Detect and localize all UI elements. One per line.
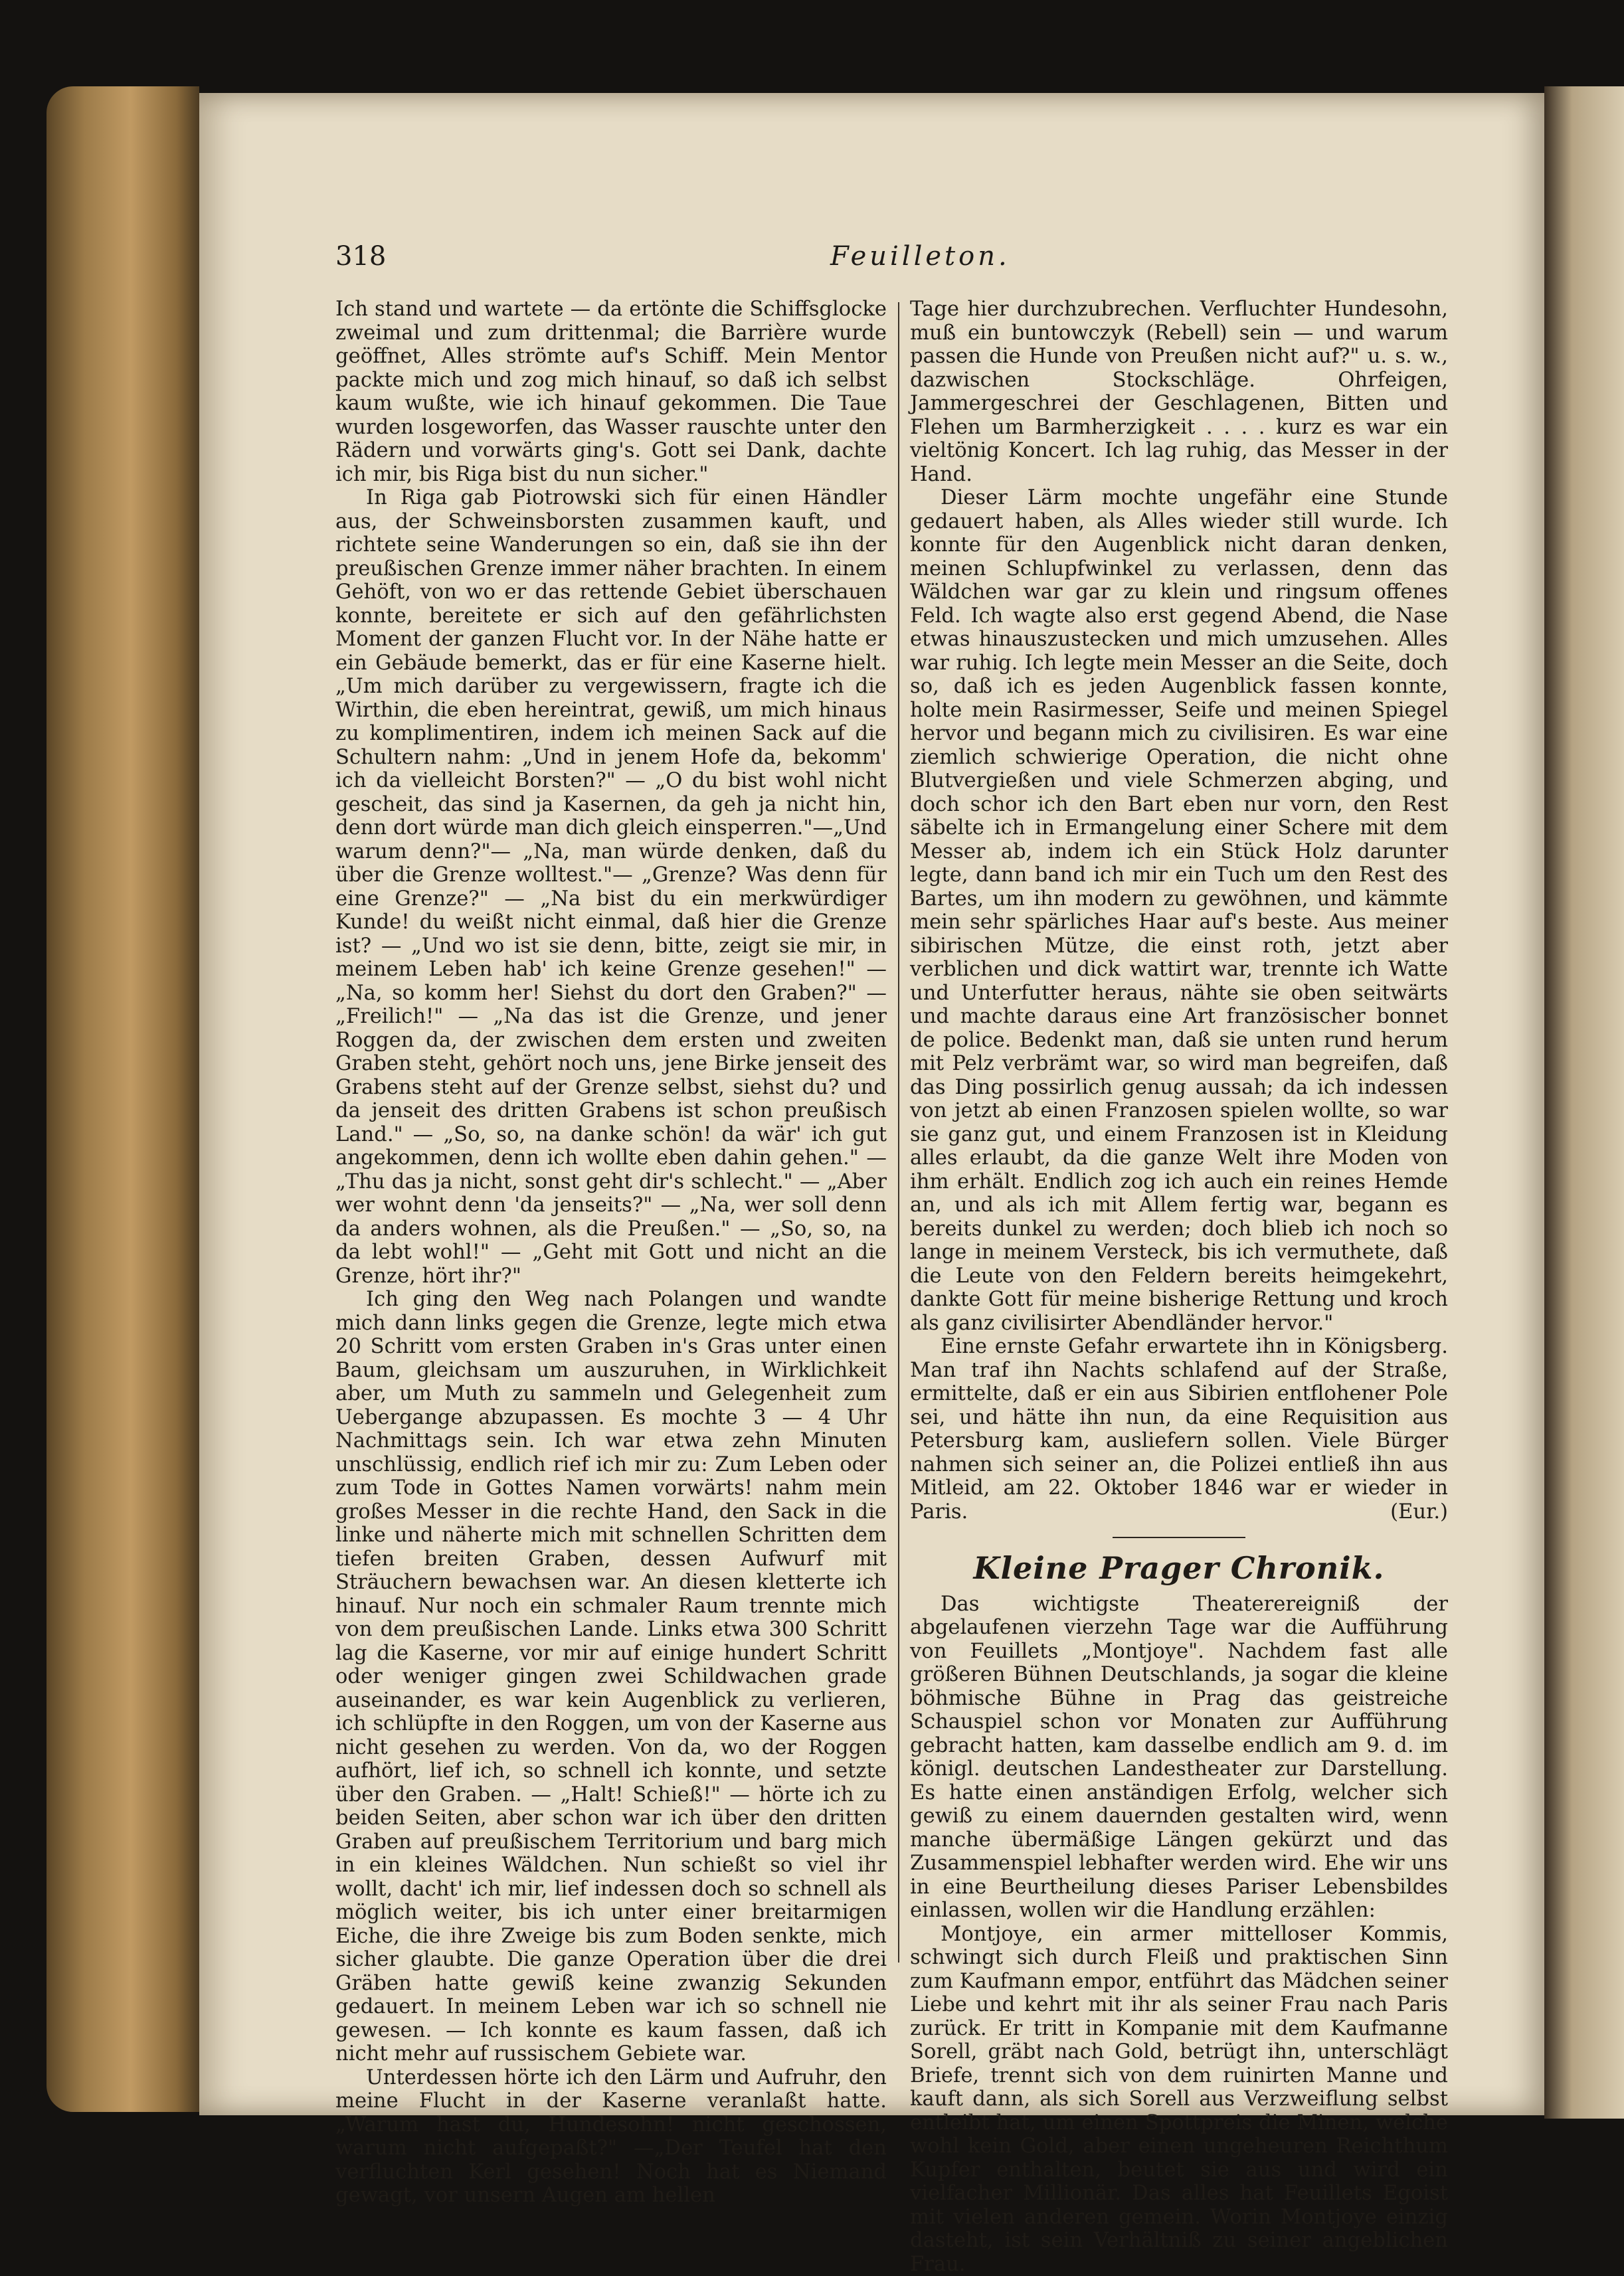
- paragraph: Ich stand und wartete — da ertönte die Schiffsglocke zweimal und zum drittenmal; die Barrière wurde geöffnet, Alles strömte auf's Schiff. Mein Mentor packte mich und zog mich hinauf, so daß ich selbst kaum wußte, wie ich hinauf gekommen. Die Taue wurden losgeworfen, das Wasser rauschte unter den Rädern und vorwärts ging's. Gott sei Dank, dachte ich mir, bis Riga bist du nun sicher.": [335, 298, 887, 486]
- paragraph-text: Eine ernste Gefahr erwartete ihn in Königsberg. Man traf ihn Nachts schlafend auf der Straße, ermittelte, daß er ein aus Sibirien entflohener Pole sei, und hätte ihn nun, da eine Requisition aus Petersburg kam, ausliefern sollen. Viele Bürger nahmen sich seiner an, die Polizei entließ ihn aus Mitleid, am 22. Oktober 1846 war er wieder in Paris.: [910, 1335, 1448, 1524]
- facing-page-edge: [1544, 86, 1624, 2119]
- book-page-edges: [46, 86, 199, 2112]
- paragraph: In Riga gab Piotrowski sich für einen Händler aus, der Schweinsborsten zusammen kauft, und richtete seine Wanderungen so ein, daß sie ihn der preußischen Grenze immer näher brachten. In einem Gehöft, von wo er das rettende Gebiet überschauen konnte, bereitete er sich auf den gefährlichsten Moment der ganzen Flucht vor. In der Nähe hatte er ein Gebäude bemerkt, das er für eine Kaserne hielt. „Um mich darüber zu vergewissern, fragte ich die Wirthin, die eben hereintrat, gewiß, um mich hinaus zu komplimentiren, indem ich meinen Sack auf die Schultern nahm: „Und in jenem Hofe da, bekomm' ich da vielleicht Borsten?" — „O du bist wohl nicht gescheit, das sind ja Kasernen, da geh ja nicht hin, denn dort würde man dich gleich einsperren."—„Und warum denn?"— „Na, man würde denken, daß du über die Grenze wolltest."— „Grenze? Was denn für eine Grenze?" — „Na bist du ein merkwürdiger Kunde! du weißt nicht einmal, daß hier die Grenze ist? — „Und wo ist sie denn, bitte, zeigt sie mir, in meinem Leben hab' ich keine Grenze gesehen!" — „Na, so komm her! Siehst du dort den Graben?" — „Freilich!" — „Na das ist die Grenze, und jener Roggen da, der zwischen dem ersten und zweiten Graben steht, gehört noch uns, jene Birke jenseit des Grabens steht auf der Grenze selbst, siehst du? und da jenseit des dritten Grabens ist schon preußisch Land." — „So, so, na danke schön! da wär' ich gut angekommen, denn ich wollte eben dahin gehen." — „Thu das ja nicht, sonst geht dir's schlecht." — „Aber wer wohnt denn 'da jenseits?" — „Na, wer soll denn da anders wohnen, als die Preußen." — „So, so, na da lebt wohl!" — „Geht mit Gott und nicht an die Grenze, hört ihr?": [335, 486, 887, 1288]
- section-divider: [1113, 1537, 1245, 1538]
- column-divider: [898, 302, 899, 1963]
- paragraph: Montjoye, ein armer mittelloser Kommis, schwingt sich durch Fleiß und praktischen Sinn zum Kaufmann empor, entführt das Mädchen seiner Liebe und kehrt mit ihr als seiner Frau nach Paris zurück. Er tritt in Kompanie mit dem Kaufmanne Sorell, gräbt nach Gold, betrügt ihn, unterschlägt Briefe, trennt sich von dem ruinirten Manne und kauft dann, als sich Sorell aus Verzweiflung selbst entleibt hat, um einen Spottpreis die Minen, welche wohl kein Gold, aber einen ungeheuren Reichthum Kupfer enthalten, beutet sie aus und wird ein vielfacher Millionär. Das alles hat Feuillets Egoist mit vielen anderen gemein. Worin Montjoye einzig dasteht, ist sein Verhältniß zu seiner angeblichen Frau.: [910, 1923, 1448, 2276]
- paragraph: Dieser Lärm mochte ungefähr eine Stunde gedauert haben, als Alles wieder still wurde. Ich konnte für den Augenblick nicht daran denken, meinen Schlupfwinkel zu verlassen, denn das Wäldchen war gar zu klein und ringsum offenes Feld. Ich wagte also erst gegend Abend, die Nase etwas hinauszustecken und mich umzusehen. Alles war ruhig. Ich legte mein Messer an die Seite, doch so, daß ich es jeden Augenblick fassen konnte, holte mein Rasirmesser, Seife und meinen Spiegel hervor und begann mich zu civilisiren. Es war eine ziemlich schwierige Operation, die nicht ohne Blutvergießen und viele Schmerzen abging, und doch schor ich den Bart eben nur vorn, den Rest säbelte ich in Ermangelung einer Schere mit dem Messer ab, indem ich ein Stück Holz darunter legte, dann band ich mir ein Tuch um den Rest des Bartes, um ihn modern zu gewöhnen, und kämmte mein sehr spärliches Haar auf's beste. Aus meiner sibirischen Mütze, die einst roth, jetzt aber verblichen und dick wattirt war, trennte ich Watte und Unterfutter heraus, nähte sie oben seitwärts und machte daraus eine Art französischer bonnet de police. Bedenkt man, daß sie unten rund herum mit Pelz verbrämt war, so wird man begreifen, daß das Ding possirlich genug aussah; da ich indessen von jetzt ab einen Franzosen spielen wollte, so war sie ganz gut, und einem Franzosen ist in Kleidung alles erlaubt, da die ganze Welt ihre Moden von ihm erhält. Endlich zog ich auch ein reines Hemde an, und als ich mit Allem fertig war, begann es bereits dunkel zu werden; doch blieb ich noch so lange in meinem Versteck, bis ich vermuthete, daß die Leute von den Feldern bereits heimgekehrt, dankte Gott für meine bisherige Rettung und kroch als ganz civilisirter Abendländer hervor.": [910, 486, 1448, 1335]
- source-note: (Eur.): [1360, 1500, 1448, 1524]
- section-title: Kleine Prager Chronik.: [910, 1557, 1448, 1581]
- page-header: [335, 236, 1531, 282]
- paragraph: Tage hier durchzubrechen. Verfluchter Hundesohn, muß ein buntowczyk (Rebell) sein — und warum passen die Hunde von Preußen nicht auf?" u. s. w., dazwischen Stockschläge. Ohrfeigen, Jammergeschrei der Geschlagenen, Bitten und Flehen um Barmherzigkeit . . . . kurz es war ein vieltönig Koncert. Ich lag ruhig, das Messer in der Hand.: [910, 298, 1448, 486]
- left-column: [335, 298, 887, 1965]
- paragraph: Das wichtigste Theaterereigniß der abgelaufenen vierzehn Tage war die Aufführung von Feuillets „Montjoye". Nachdem fast alle größeren Bühnen Deutschlands, ja sogar die kleine böhmische Bühne in Prag das geistreiche Schauspiel schon vor Monaten zur Aufführung gebracht hatten, kam dasselbe endlich am 9. d. im königl. deutschen Landestheater zur Darstellung. Es hatte einen anständigen Erfolg, welcher sich gewiß zu einem dauernden gestalten wird, wenn manche übermäßige Längen gekürzt und das Zusammenspiel lebhafter werden wird. Ehe wir uns in eine Beurtheilung dieses Pariser Lebensbildes einlassen, wollen wir die Handlung erzählen:: [910, 1593, 1448, 1923]
- paragraph: Unterdessen hörte ich den Lärm und Aufruhr, den meine Flucht in der Kaserne veranlaßt hatte. „Warum hast du, Hundesohn! nicht geschossen, warum nicht aufgepaßt?" —„Der Teufel hat den verfluchten Kerl gesehen! Noch hat es Niemand gewagt, vor unsern Augen am hellen: [335, 2066, 887, 2208]
- running-head: Feuilleton.: [830, 241, 1010, 272]
- paragraph: Ich ging den Weg nach Polangen und wandte mich dann links gegen die Grenze, legte mich etwa 20 Schritt vom ersten Graben in's Gras unter einen Baum, gleichsam um auszuruhen, in Wirklichkeit aber, um Muth zu sammeln und Gelegenheit zum Uebergange abzupassen. Es mochte 3 — 4 Uhr Nachmittags sein. Ich war etwa zehn Minuten unschlüssig, endlich rief ich mir zu: Zum Leben oder zum Tode in Gottes Namen vorwärts! nahm mein großes Messer in die rechte Hand, den Sack in die linke und näherte mich mit schnellen Schritten dem tiefen breiten Graben, dessen Aufwurf mit Sträuchern bewachsen war. An diesen kletterte ich hinauf. Nur noch ein schmaler Raum trennte mich von dem preußischen Lande. Links etwa 300 Schritt lag die Kaserne, vor mir auf einige hundert Schritt oder weniger gingen zwei Schildwachen grade auseinander, es war kein Augenblick zu verlieren, ich schlüpfte in den Roggen, um von der Kaserne aus nicht gesehen zu werden. Von da, wo der Roggen aufhört, lief ich, so schnell ich konnte, und setzte über den Graben. — „Halt! Schieß!" — hörte ich zu beiden Seiten, aber schon war ich über den dritten Graben auf preußischem Territorium und barg mich in ein kleines Wäldchen. Nun schießt so viel ihr wollt, dacht' ich mir, lief indessen doch so schnell als möglich weiter, bis ich unter einer breitarmigen Eiche, die ihre Zweige bis zum Boden senkte, mich sicher glaubte. Die ganze Operation über die drei Gräben hatte gewiß keine zwanzig Sekunden gedauert. In meinem Leben war ich so schnell nie gewesen. — Ich konnte es kaum fassen, daß ich nicht mehr auf russischem Gebiete war.: [335, 1288, 887, 2066]
- page-number: 318: [335, 241, 386, 272]
- paragraph: [910, 1335, 1448, 1524]
- right-column: [910, 298, 1448, 1965]
